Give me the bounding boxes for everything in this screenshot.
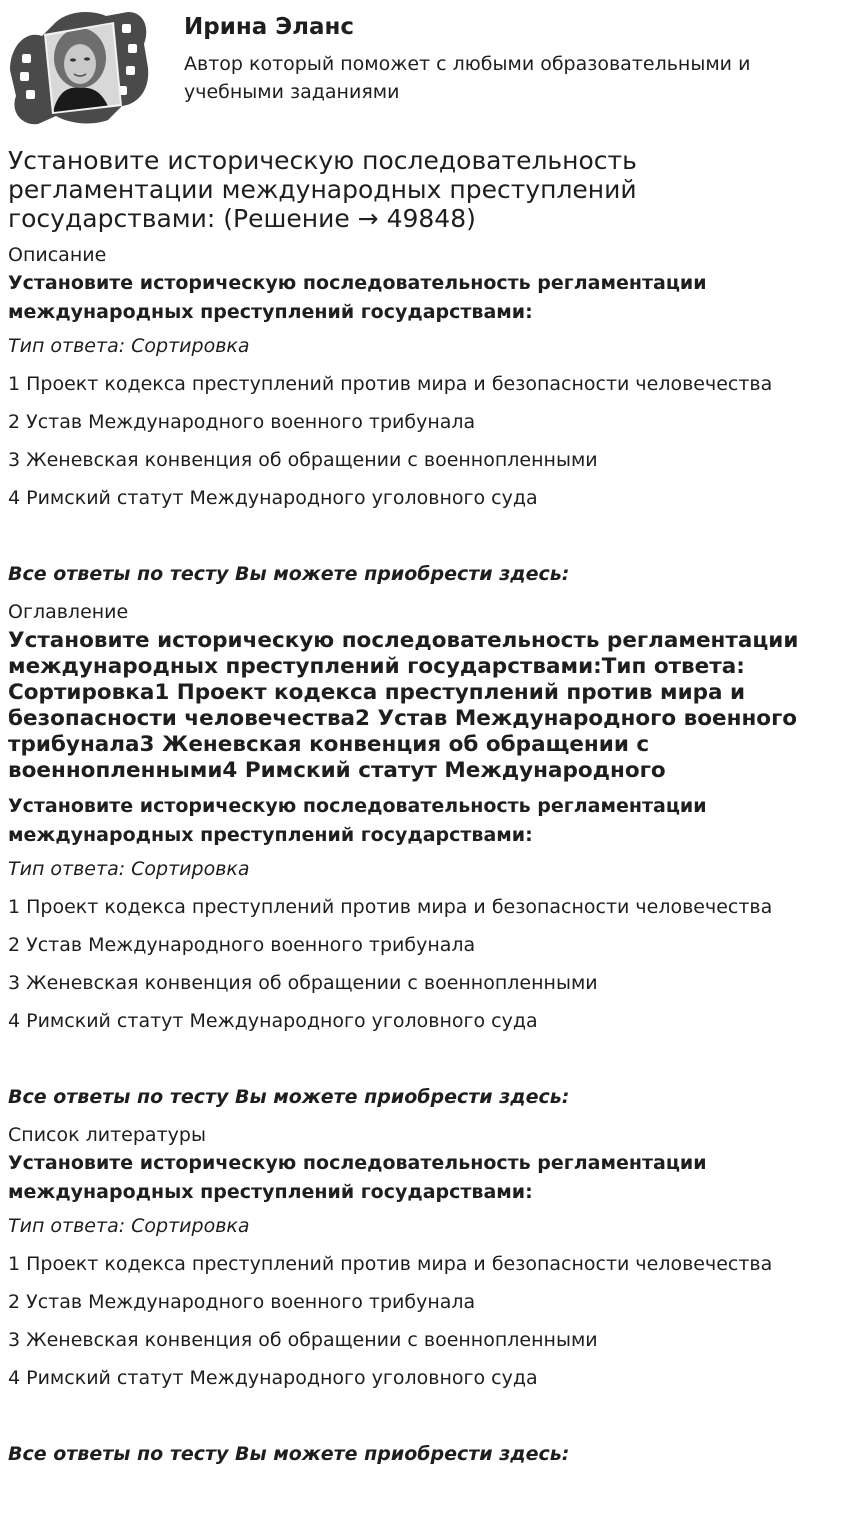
option-item: 3 Женевская конвенция об обращении с военнопленными [8, 972, 598, 994]
option-item: 3 Женевская конвенция об обращении с военнопленными [8, 449, 598, 471]
answer-type: Тип ответа: Сортировка [8, 858, 250, 880]
question-title: Установите историческую последовательность регламентации международных преступлений государствами: [8, 272, 707, 323]
option-item: 2 Устав Международного военного трибунала [8, 934, 476, 956]
author-name: Ирина Эланс [184, 14, 355, 40]
answer-type: Тип ответа: Сортировка [8, 1215, 250, 1237]
author-description: Автор который поможет с любыми образовательными и учебными заданиями [184, 53, 751, 103]
section-label-references: Список литературы [8, 1124, 206, 1146]
question-title: Установите историческую последовательность регламентации международных преступлений государствами: [8, 1152, 707, 1203]
option-item: 3 Женевская конвенция об обращении с военнопленными [8, 1329, 598, 1351]
answer-type: Тип ответа: Сортировка [8, 335, 250, 357]
option-item: 4 Римский статут Международного уголовного суда [8, 487, 538, 509]
buy-note: Все ответы по тесту Вы можете приобрести здесь: [8, 1086, 570, 1108]
author-avatar [8, 8, 150, 126]
question-title: Установите историческую последовательность регламентации международных преступлений государствами: [8, 795, 707, 846]
page-title: Установите историческую последовательность регламентации международных преступлений государствами: (Решение → 49848) [8, 146, 637, 233]
option-item: 1 Проект кодекса преступлений против мира и безопасности человечества [8, 1253, 773, 1275]
author-card [8, 8, 839, 126]
buy-note: Все ответы по тесту Вы можете приобрести здесь: [8, 563, 570, 585]
section-label-description: Описание [8, 244, 107, 266]
buy-note: Все ответы по тесту Вы можете приобрести здесь: [8, 1443, 570, 1465]
option-item: 2 Устав Международного военного трибунала [8, 1291, 476, 1313]
option-item: 1 Проект кодекса преступлений против мира и безопасности человечества [8, 896, 773, 918]
option-item: 2 Устав Международного военного трибунала [8, 411, 476, 433]
option-item: 4 Римский статут Международного уголовного суда [8, 1367, 538, 1389]
option-item: 1 Проект кодекса преступлений против мира и безопасности человечества [8, 373, 773, 395]
content [8, 146, 839, 1480]
option-item: 4 Римский статут Международного уголовного суда [8, 1010, 538, 1032]
toc-title: Установите историческую последовательность регламентации международных преступлений государствами:Тип ответа: Сортировка1 Проект кодекса преступлений против мира и безопасности человечества2 Устав Международного военного трибунала3 Женевская конвенция об обращении с военнопленными4 Римский статут Международного [8, 628, 799, 783]
section-label-toc: Оглавление [8, 601, 129, 623]
